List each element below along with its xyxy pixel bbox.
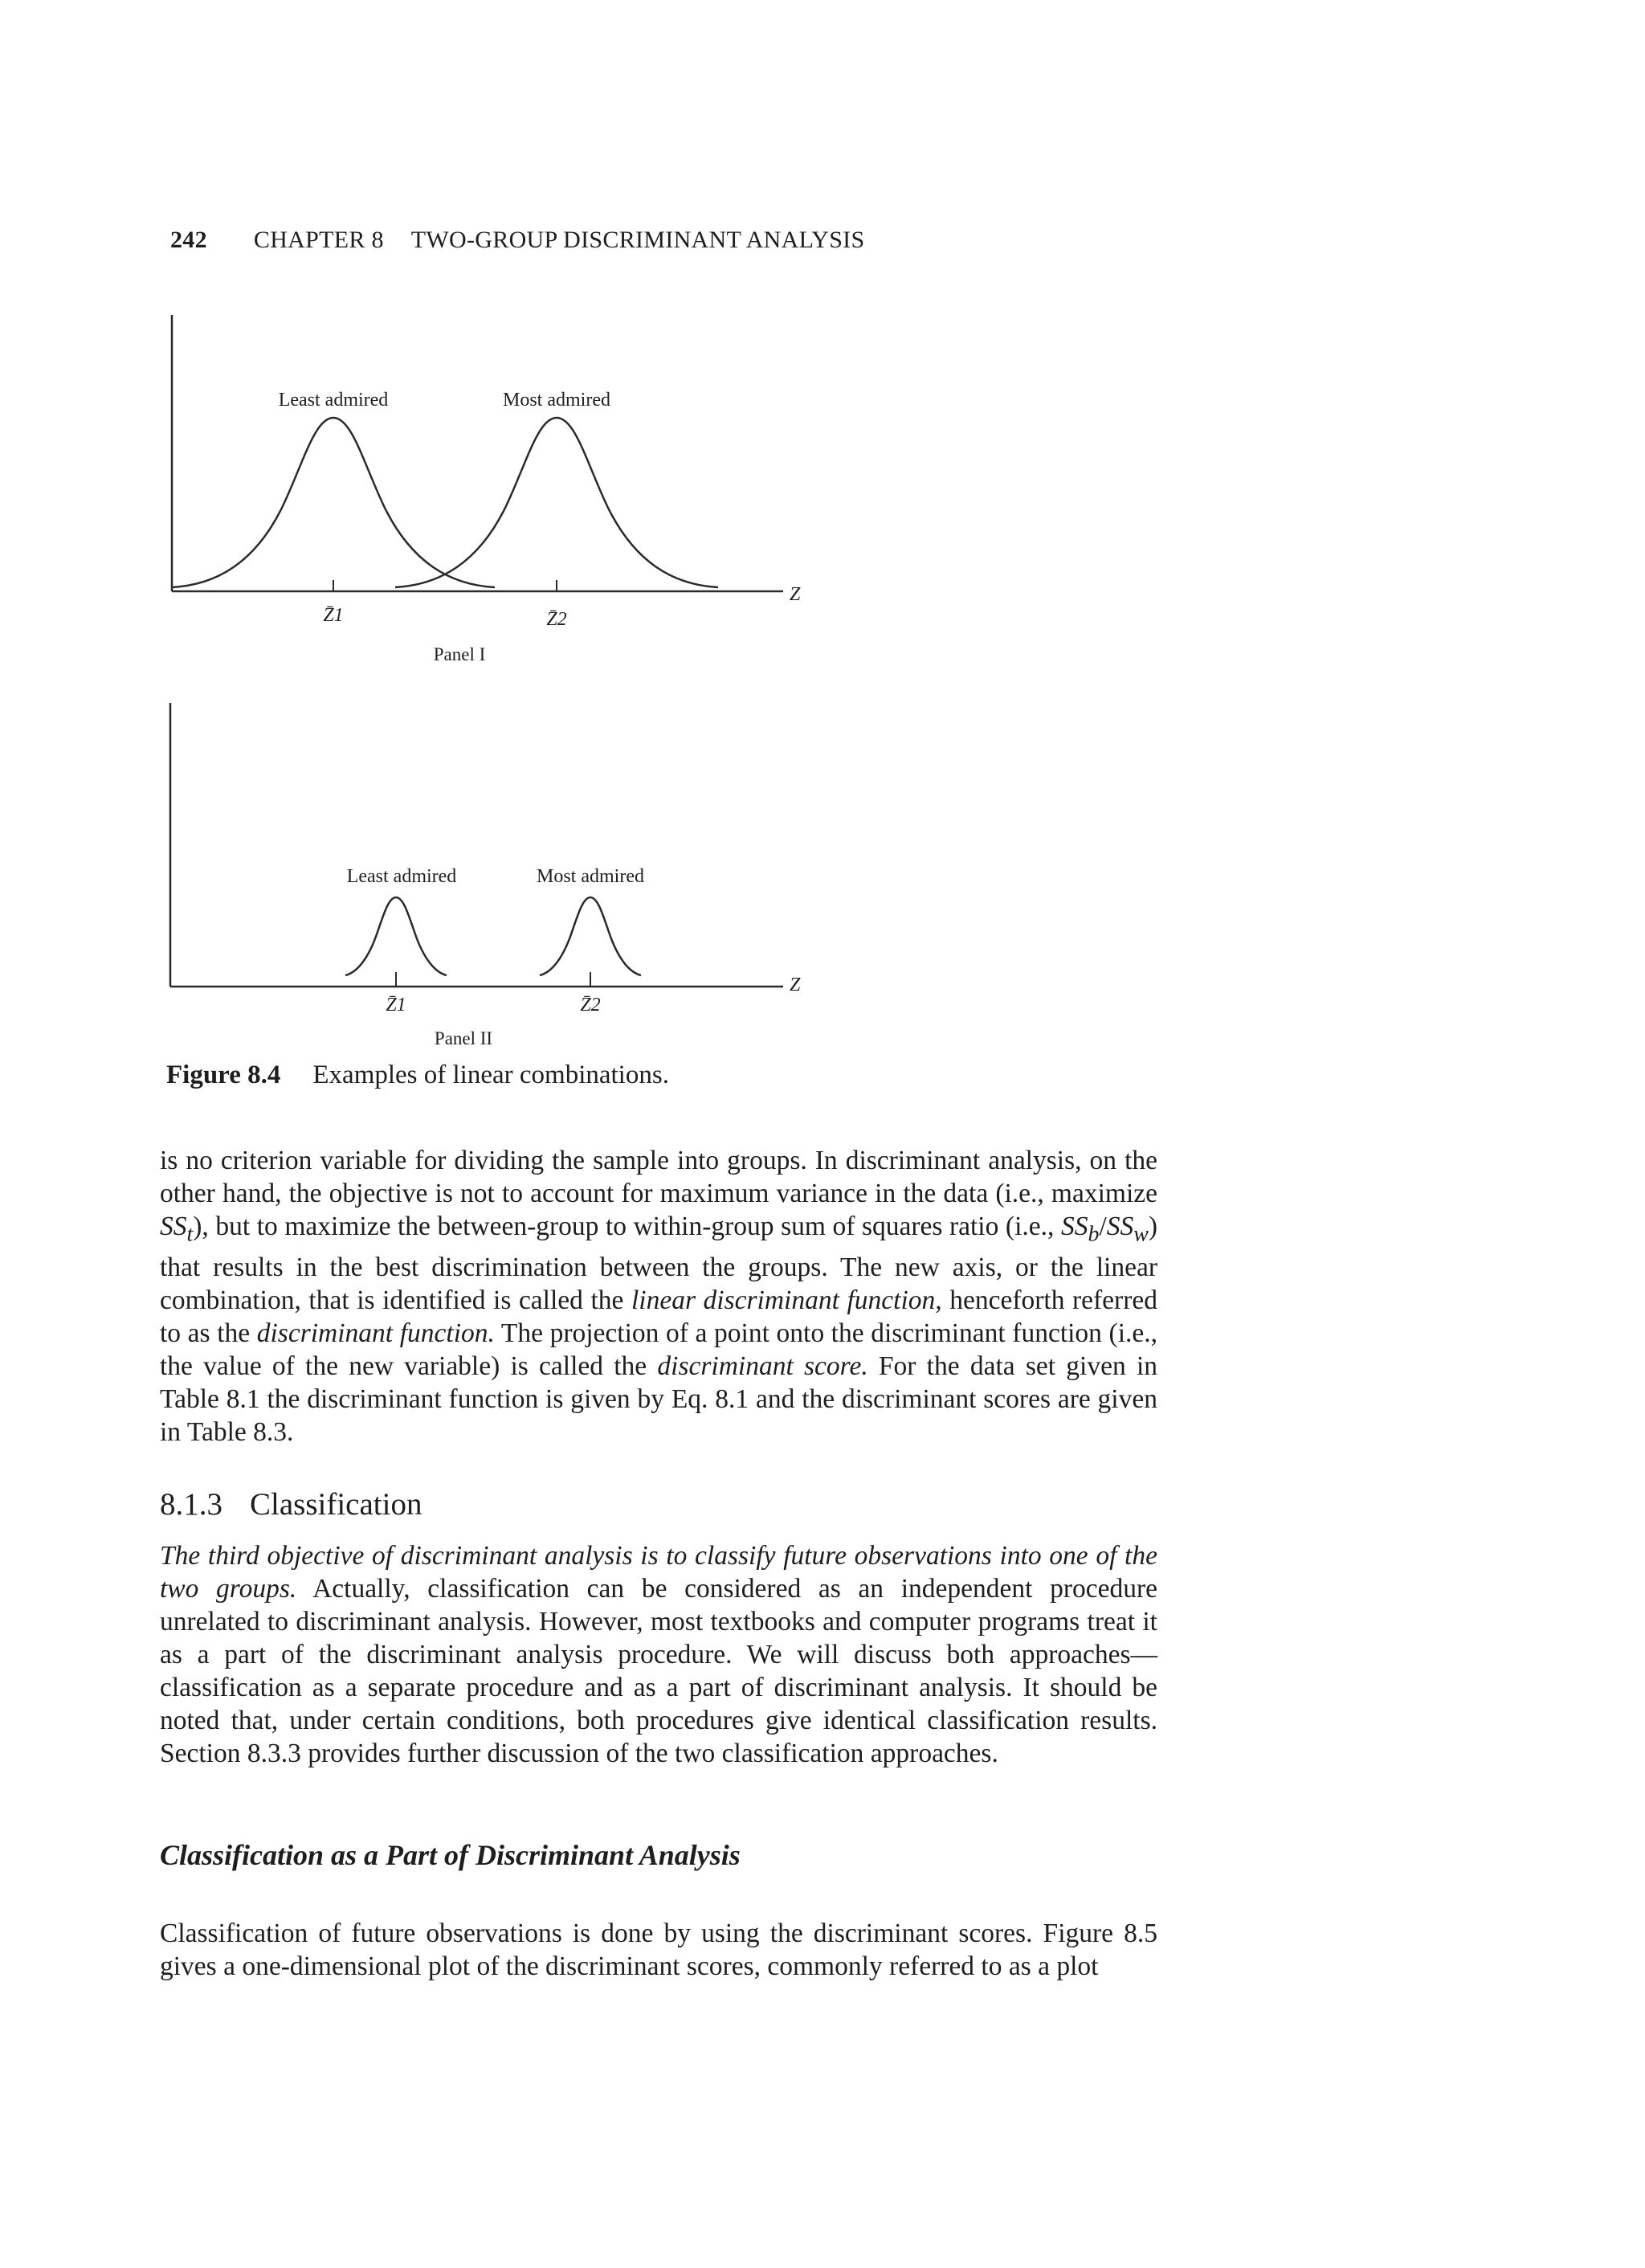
panel-2-axis-label: Z <box>790 975 801 995</box>
panel-2-curve-least-admired <box>345 897 447 975</box>
panel-1-title: Panel I <box>433 644 486 664</box>
text-run: Classification of future observations is done by using the discriminant scores. Figure 8.5 gives a one-dimensional plot of the discriminant scores, commonly referred to as a plot <box>160 1919 1157 1981</box>
math-subscript: t <box>186 1221 194 1247</box>
panel-1-curve-most-admired <box>395 418 718 587</box>
panel-2-mean2-label: Z̄2 <box>580 995 601 1015</box>
panel-2-label-least-admired: Least admired <box>346 866 457 887</box>
chapter-title: TWO-GROUP DISCRIMINANT ANALYSIS <box>410 227 865 253</box>
text-run: For the data set given in Table 8.1 the discriminant function is given by Eq. 8.1 and the discriminant scores are given in Table 8.3. <box>160 1351 1157 1447</box>
math-subscript: w <box>1133 1221 1149 1247</box>
text-run: ), but to maximize the between-group to within-group sum of squares ratio (i.e., <box>193 1212 1061 1241</box>
text-run: is no criterion variable for dividing the sample into groups. In discriminant analysis, on the other hand, the objective is not to account for maximum variance in the data (i.e., maximize <box>160 1146 1157 1208</box>
panel-2-title: Panel II <box>434 1028 493 1048</box>
text-run-italic: The third objective of discriminant analysis is to classify future observations into one of the two groups. <box>160 1541 1157 1604</box>
term-discriminant-function: discriminant function. <box>256 1318 495 1348</box>
text-run: henceforth referred to as the <box>160 1285 1157 1348</box>
panel-1-label-most-admired: Most admired <box>503 390 610 411</box>
figure-8-4 <box>0 0 1645 1109</box>
math-slash: / <box>1099 1212 1107 1241</box>
panel-2-label-most-admired: Most admired <box>537 866 644 887</box>
math-ss-w: SS <box>1106 1212 1134 1241</box>
section-number: 8.1.3 <box>160 1487 222 1522</box>
panel-2 <box>170 703 801 1048</box>
page-number: 242 <box>170 227 207 253</box>
section-heading <box>160 1486 422 1522</box>
text-run: Actually, classification can be considered as an independent procedure unrelated to discriminant analysis. However, most textbooks and computer programs treat it as a part of the discriminant analysis procedure. We will discuss both approaches—classification as a separate procedure and as a part of discriminant analysis. It should be noted that, under certain conditions, both procedures give identical classification results. Section 8.3.3 provides further discussion of the two classification approaches. <box>160 1574 1157 1768</box>
paragraph-classification-part <box>160 1917 1157 1983</box>
panel-1-mean1-label: Z̄1 <box>323 605 344 626</box>
panel-2-mean1-label: Z̄1 <box>386 995 406 1015</box>
text-run: ) that results in the best discrimination between the groups. The new axis, or the linear combination, that is identified is called the <box>160 1212 1157 1315</box>
term-linear-discriminant-function: linear discriminant function, <box>631 1285 942 1315</box>
math-ss-t: SS <box>160 1212 187 1241</box>
paragraph-classification <box>160 1539 1157 1770</box>
figure-caption-text: Examples of linear combinations. <box>312 1060 669 1089</box>
paragraph-discriminant-function <box>160 1144 1157 1449</box>
panel-1-curve-least-admired <box>172 418 495 587</box>
section-title: Classification <box>250 1487 422 1522</box>
text-run: The projection of a point onto the discriminant function (i.e., the value of the new variable) is called the <box>160 1318 1158 1381</box>
subsection-heading: Classification as a Part of Discriminant Analysis <box>160 1839 741 1871</box>
panel-1-axis-label: Z <box>790 584 801 605</box>
panel-1-mean2-label: Z̄2 <box>546 609 567 630</box>
figure-caption-label: Figure 8.4 <box>166 1060 281 1089</box>
math-ss-b: SS <box>1060 1212 1088 1241</box>
panel-1 <box>172 315 801 664</box>
figure-caption <box>166 1060 669 1090</box>
term-discriminant-score: discriminant score. <box>657 1351 868 1381</box>
panel-2-curve-most-admired <box>540 897 641 975</box>
panel-1-label-least-admired: Least admired <box>278 390 389 411</box>
chapter-label: CHAPTER 8 <box>253 227 384 253</box>
math-subscript: b <box>1088 1221 1100 1247</box>
